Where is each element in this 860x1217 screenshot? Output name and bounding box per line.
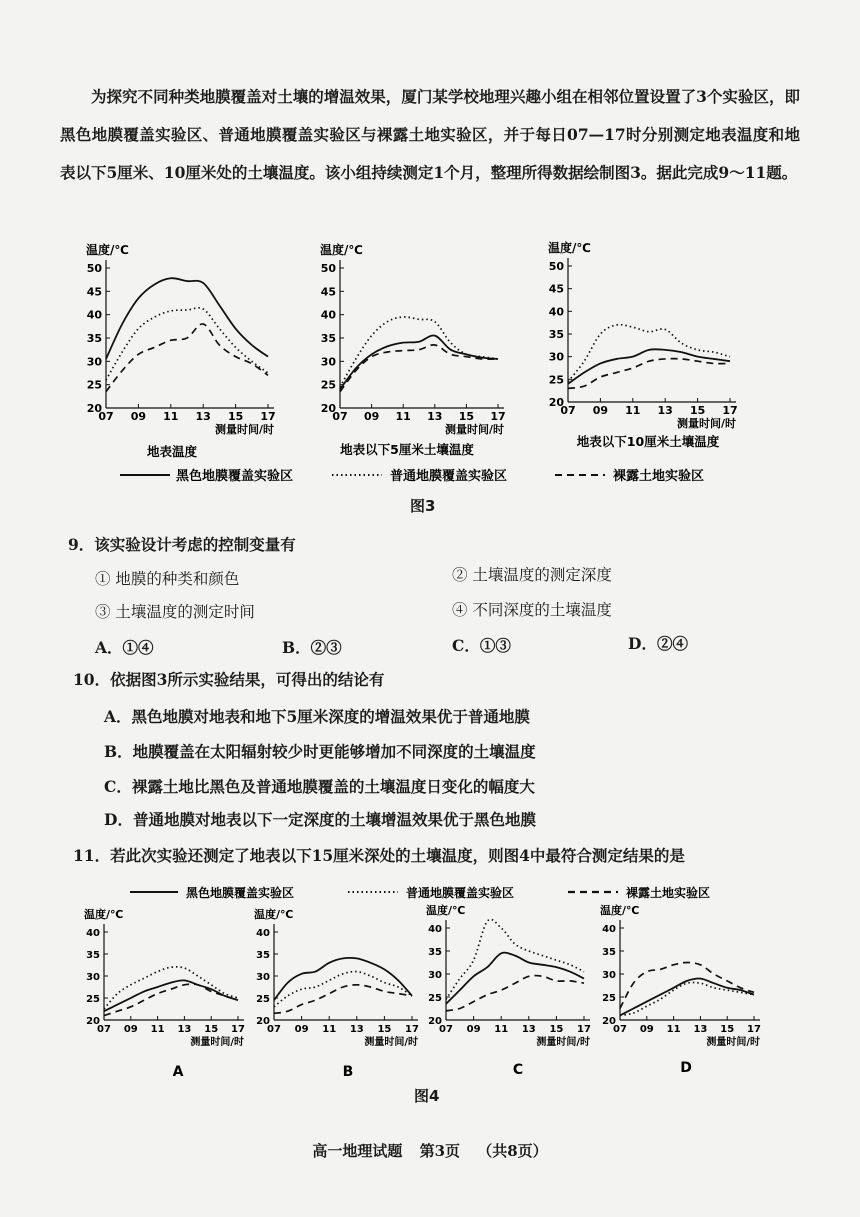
x-tick-label: 07 — [439, 1024, 453, 1035]
x-tick-label: 11 — [150, 1024, 165, 1035]
y-tick-label: 50 — [86, 262, 102, 275]
x-tick-label: 07 — [98, 410, 114, 423]
y-tick-label: 20 — [256, 1016, 270, 1027]
y-tick-label: 20 — [602, 1016, 616, 1027]
x-tick-label: 11 — [322, 1024, 337, 1035]
q9-option-d: D．②④ — [628, 634, 688, 653]
y-axis-label: 温度/℃ — [84, 908, 124, 921]
x-tick-label: 15 — [377, 1024, 392, 1035]
x-tick-label: 17 — [260, 410, 276, 423]
y-tick-label: 40 — [320, 308, 336, 322]
y-tick-label: 25 — [428, 993, 442, 1004]
x-tick-label: 17 — [231, 1024, 245, 1035]
x-tick-label: 15 — [204, 1024, 219, 1035]
fig3-caption: 图3 — [410, 497, 436, 515]
x-tick-label: 15 — [549, 1024, 564, 1035]
x-tick-label: 13 — [177, 1024, 192, 1035]
x-axis-label: 测量时间/时 — [444, 423, 504, 436]
x-tick-label: 13 — [521, 1024, 536, 1035]
y-axis-label: 温度/℃ — [426, 904, 466, 917]
y-tick-label: 30 — [86, 972, 100, 983]
series-line-solid — [620, 979, 754, 1016]
series-line-dashed — [446, 976, 584, 1011]
y-axis-label: 温度/℃ — [254, 908, 294, 921]
y-tick-label: 30 — [428, 970, 442, 981]
series-line-solid — [568, 349, 730, 384]
q9-item-1: ① 地膜的种类和颜色 — [95, 570, 240, 588]
y-tick-label: 30 — [86, 355, 102, 369]
q11-stem: 11．若此次实验还测定了地表以下15厘米深处的土壤温度，则图4中最符合测定结果的是 — [73, 846, 685, 865]
chart-fig4-d — [596, 902, 771, 1078]
y-tick-label: 40 — [86, 308, 102, 322]
x-tick-label: 07 — [332, 410, 348, 423]
chart-title: 地表温度 — [146, 444, 198, 459]
x-tick-label: 15 — [227, 410, 244, 423]
q9-item-4: ④ 不同深度的土壤温度 — [452, 601, 612, 619]
x-tick-label: 17 — [577, 1024, 591, 1035]
series-line-dotted — [446, 919, 584, 999]
chart-fig4-c — [426, 902, 601, 1078]
chart-title: C — [512, 1062, 524, 1078]
q10-option-a: A．黑色地膜对地表和地下5厘米深度的增温效果优于普通地膜 — [104, 707, 530, 726]
y-tick-label: 25 — [86, 994, 100, 1005]
chart-fig3-10cm — [538, 228, 778, 472]
chart-fig4-b — [254, 906, 429, 1078]
y-tick-label: 35 — [428, 947, 442, 958]
x-tick-label: 09 — [466, 1024, 481, 1035]
x-tick-label: 09 — [130, 410, 147, 423]
q9-stem: 9．该实验设计考虑的控制变量有 — [68, 535, 296, 554]
series-line-dashed — [104, 984, 238, 1015]
y-tick-label: 35 — [320, 332, 336, 345]
y-tick-label: 35 — [86, 332, 102, 345]
y-tick-label: 20 — [548, 396, 564, 409]
y-tick-label: 30 — [548, 350, 564, 364]
y-tick-label: 25 — [320, 378, 336, 392]
chart-fig3-surface — [80, 232, 295, 472]
x-axis-label: 测量时间/时 — [706, 1037, 760, 1048]
x-tick-label: 17 — [405, 1024, 419, 1035]
x-tick-label: 11 — [163, 410, 179, 423]
x-tick-label: 17 — [722, 404, 738, 417]
series-line-dotted — [340, 317, 498, 387]
x-tick-label: 15 — [458, 410, 475, 423]
y-axis-label: 温度/℃ — [320, 243, 363, 257]
x-tick-label: 11 — [494, 1024, 509, 1035]
series-line-solid — [274, 958, 412, 1000]
legend-black-film: 黑色地膜覆盖实验区 — [176, 469, 294, 484]
y-tick-label: 45 — [86, 285, 102, 299]
y-tick-label: 40 — [428, 924, 442, 935]
series-line-dotted — [106, 308, 268, 380]
legend-bare-soil: 裸露土地实验区 — [626, 886, 711, 900]
y-tick-label: 20 — [428, 1016, 442, 1027]
q9-item-3: ③ 土壤温度的测定时间 — [95, 603, 255, 621]
series-line-solid — [104, 980, 238, 1011]
x-axis-label: 测量时间/时 — [676, 417, 736, 430]
y-tick-label: 40 — [86, 928, 100, 939]
fig3-legend — [110, 462, 750, 486]
y-tick-label: 45 — [548, 282, 564, 296]
y-tick-label: 20 — [320, 402, 336, 415]
x-tick-label: 13 — [349, 1024, 364, 1035]
x-tick-label: 09 — [294, 1024, 309, 1035]
legend-bare-soil: 裸露土地实验区 — [613, 469, 705, 484]
q9-item-2: ② 土壤温度的测定深度 — [452, 566, 612, 584]
q9-option-c: C．①③ — [452, 636, 511, 655]
x-axis-label: 测量时间/时 — [190, 1037, 244, 1048]
y-tick-label: 30 — [256, 972, 270, 983]
x-tick-label: 09 — [639, 1024, 654, 1035]
y-tick-label: 25 — [86, 378, 102, 392]
chart-title: 地表以下10厘米土壤温度 — [576, 434, 720, 449]
x-tick-label: 07 — [560, 404, 576, 417]
q10-option-b: B．地膜覆盖在太阳辐射较少时更能够增加不同深度的土壤温度 — [104, 742, 536, 761]
x-tick-label: 09 — [363, 410, 380, 423]
page-footer — [0, 1140, 860, 1161]
y-tick-label: 20 — [86, 402, 102, 415]
legend-black-film: 黑色地膜覆盖实验区 — [186, 886, 295, 900]
chart-fig3-5cm — [312, 232, 532, 472]
chart-title: A — [172, 1064, 184, 1078]
x-tick-label: 09 — [592, 404, 609, 417]
x-tick-label: 13 — [657, 404, 673, 417]
y-tick-label: 25 — [548, 373, 564, 387]
chart-title: B — [342, 1064, 354, 1078]
x-tick-label: 11 — [666, 1024, 681, 1035]
y-tick-label: 35 — [256, 950, 270, 961]
x-tick-label: 13 — [693, 1024, 708, 1035]
chart-fig4-a — [84, 906, 254, 1078]
y-tick-label: 40 — [256, 928, 270, 939]
series-line-dashed — [106, 324, 268, 392]
y-tick-label: 45 — [320, 285, 336, 299]
legend-normal-film: 普通地膜覆盖实验区 — [406, 886, 515, 900]
x-axis-label: 测量时间/时 — [536, 1037, 590, 1048]
y-tick-label: 25 — [602, 993, 616, 1004]
q9-option-a: A．①④ — [95, 638, 154, 657]
series-line-solid — [446, 953, 584, 1004]
q10-option-d: D．普通地膜对地表以下一定深度的土壤增温效果优于黑色地膜 — [104, 810, 536, 829]
x-tick-label: 15 — [689, 404, 706, 417]
x-tick-label: 07 — [267, 1024, 281, 1035]
x-tick-label: 11 — [395, 410, 411, 423]
legend-normal-film: 普通地膜覆盖实验区 — [390, 469, 508, 484]
series-line-dotted — [104, 967, 238, 1009]
footer-total: （共8页） — [477, 1142, 548, 1160]
q9-option-b: B．②③ — [282, 638, 342, 657]
x-tick-label: 15 — [720, 1024, 735, 1035]
series-line-dashed — [620, 963, 754, 1009]
y-tick-label: 30 — [602, 970, 616, 981]
footer-subject: 高一地理试题 — [312, 1142, 403, 1160]
q10-stem: 10．依据图3所示实验结果，可得出的结论有 — [73, 670, 385, 689]
q10-option-c: C．裸露土地比黑色及普通地膜覆盖的土壤温度日变化的幅度大 — [104, 777, 535, 796]
series-line-dotted — [620, 982, 754, 1015]
y-tick-label: 25 — [256, 994, 270, 1005]
x-tick-label: 17 — [747, 1024, 761, 1035]
footer-page: 第3页 — [419, 1142, 460, 1160]
chart-title: D — [680, 1060, 692, 1076]
x-axis-label: 测量时间/时 — [214, 423, 274, 436]
y-axis-label: 温度/℃ — [548, 241, 591, 255]
x-tick-label: 07 — [613, 1024, 627, 1035]
intro-paragraph — [60, 78, 800, 192]
y-tick-label: 30 — [320, 355, 336, 369]
series-line-dashed — [568, 359, 730, 389]
y-tick-label: 35 — [602, 947, 616, 958]
y-tick-label: 50 — [548, 260, 564, 273]
fig4-caption: 图4 — [414, 1087, 440, 1105]
chart-title: 地表以下5厘米土壤温度 — [340, 442, 474, 457]
intro-text: 为探究不同种类地膜覆盖对土壤的增温效果，厦门某学校地理兴趣小组在相邻位置设置了3个实验区，即黑色地膜覆盖实验区、普通地膜覆盖实验区与裸露土地实验区，并于每日07—17时分别测定地表温度和地表以下5厘米、10厘米处的土壤温度。该小组持续测定1个月，整理所得数据绘制图3。据此完成9～11题。 — [60, 87, 800, 182]
x-tick-label: 17 — [490, 410, 506, 423]
x-tick-label: 11 — [625, 404, 641, 417]
y-tick-label: 35 — [86, 950, 100, 961]
x-tick-label: 07 — [97, 1024, 111, 1035]
y-tick-label: 50 — [320, 262, 336, 275]
y-axis-label: 温度/℃ — [86, 243, 129, 257]
series-line-dotted — [568, 325, 730, 382]
x-tick-label: 13 — [427, 410, 443, 423]
x-axis-label: 测量时间/时 — [364, 1037, 418, 1048]
y-axis-label: 温度/℃ — [600, 904, 640, 917]
x-tick-label: 13 — [195, 410, 211, 423]
y-tick-label: 40 — [548, 305, 564, 319]
series-line-dashed — [274, 985, 412, 1014]
series-line-dashed — [340, 345, 498, 392]
y-tick-label: 35 — [548, 328, 564, 341]
series-line-solid — [106, 278, 268, 359]
y-tick-label: 40 — [602, 924, 616, 935]
x-tick-label: 09 — [123, 1024, 138, 1035]
fig4-legend — [120, 881, 760, 903]
y-tick-label: 20 — [86, 1016, 100, 1027]
